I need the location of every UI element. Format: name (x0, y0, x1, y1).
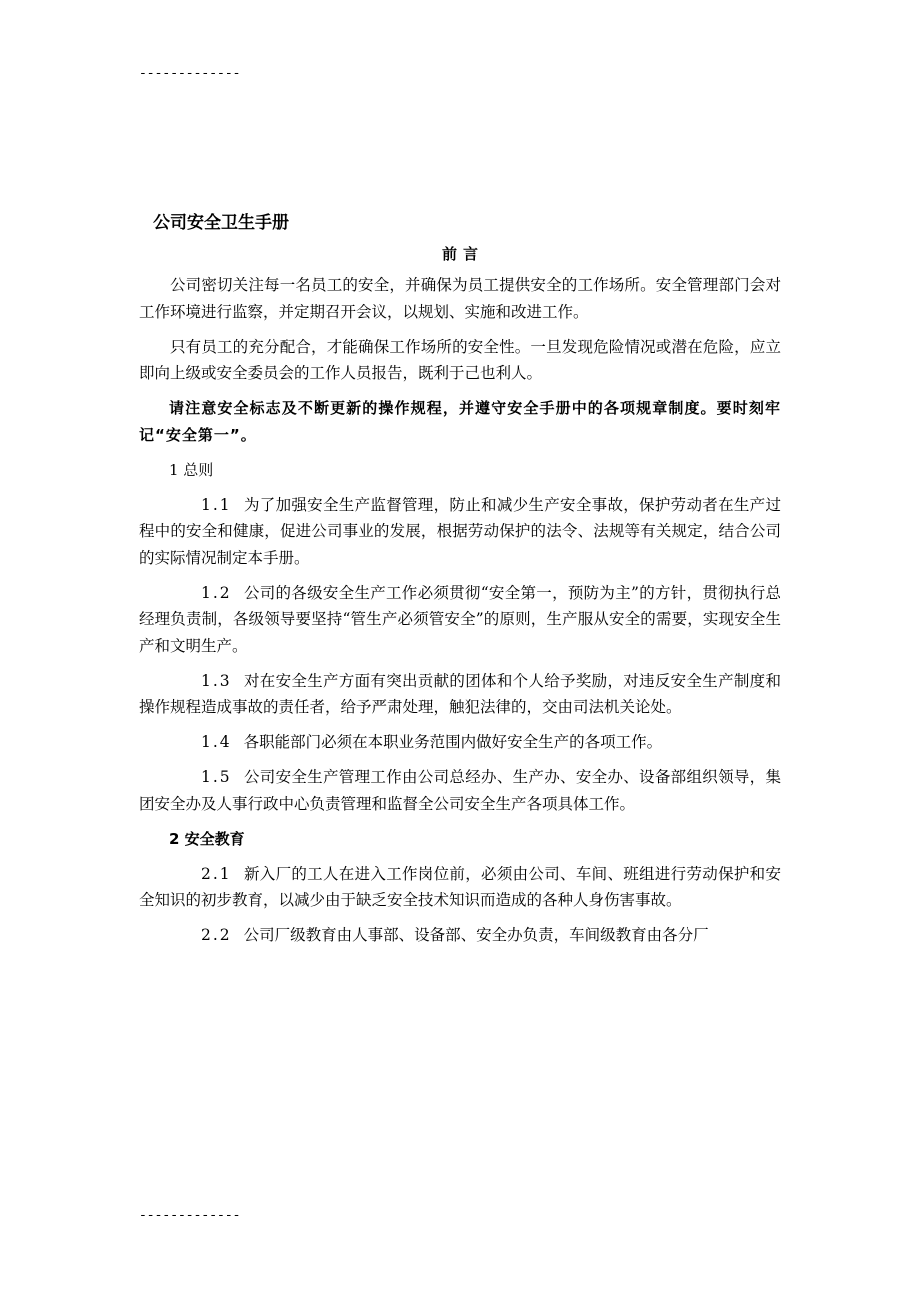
clause (139, 729, 781, 756)
clause-number: 1.3 (201, 671, 232, 690)
section-heading: 1 总则 (169, 460, 214, 479)
clause-text: 公司的各级安全生产工作必须贯彻“安全第一，预防为主”的方针，贯彻执行总经理负责制，各级领导要坚持“管生产必须管安全”的原则，生产服从安全的需要，实现安全生产和文明生产。 (139, 583, 781, 655)
clause-text: 新入厂的工人在进入工作岗位前，必须由公司、车间、班组进行劳动保护和安全知识的初步教育，以减少由于缺乏安全技术知识而造成的各种人身伤害事故。 (139, 864, 781, 909)
clause-number: 2.1 (201, 864, 232, 883)
clause-number: 1.5 (201, 768, 232, 786)
clause (139, 580, 781, 660)
clause-number: 2.2 (201, 926, 232, 944)
clause-number: 1.4 (201, 733, 232, 751)
preface-title: 前言 (441, 245, 484, 263)
document-title: 公司安全卫生手册 (153, 213, 289, 233)
clause-text: 公司安全生产管理工作由公司总经办、生产办、安全办、设备部组织领导，集团安全办及人事行政中心负责管理和监督全公司安全生产各项具体工作。 (139, 768, 781, 813)
clause-text: 各职能部门必须在本职业务范围内做好安全生产的各项工作。 (243, 733, 663, 751)
clause-text: 公司厂级教育由人事部、设备部、安全办负责，车间级教育由各分厂 (243, 926, 709, 944)
section-heading: 2 安全教育 (169, 829, 245, 848)
clause-number: 1.2 (201, 583, 232, 602)
clause (139, 861, 781, 914)
clause (139, 492, 781, 572)
footer-rule: ------------- (139, 1208, 241, 1223)
safety-notice: 请注意安全标志及不断更新的操作规程，并遵守安全手册中的各项规章制度。要时刻牢记“安全第一”。 (139, 399, 781, 444)
clause-number: 1.1 (201, 495, 232, 514)
preface-paragraph: 只有员工的充分配合，才能确保工作场所的安全性。一旦发现危险情况或潜在危险，应立即向上级或安全委员会的工作人员报告，既利于己也利人。 (139, 337, 781, 382)
clause (139, 668, 781, 721)
clause-text: 对在安全生产方面有突出贡献的团体和个人给予奖励，对违反安全生产制度和操作规程造成事故的责任者，给予严肃处理，触犯法律的，交由司法机关论处。 (139, 671, 781, 716)
clause (139, 764, 781, 817)
clause-text: 为了加强安全生产监督管理，防止和减少生产安全事故，保护劳动者在生产过程中的安全和健康，促进公司事业的发展，根据劳动保护的法令、法规等有关规定，结合公司的实际情况制定本手册。 (139, 495, 781, 567)
header-rule: ------------- (139, 66, 241, 81)
clause (139, 922, 781, 949)
document-body (139, 272, 781, 957)
preface-paragraph: 公司密切关注每一名员工的安全，并确保为员工提供安全的工作场所。安全管理部门会对工作环境进行监察，并定期召开会议，以规划、实施和改进工作。 (139, 276, 781, 321)
